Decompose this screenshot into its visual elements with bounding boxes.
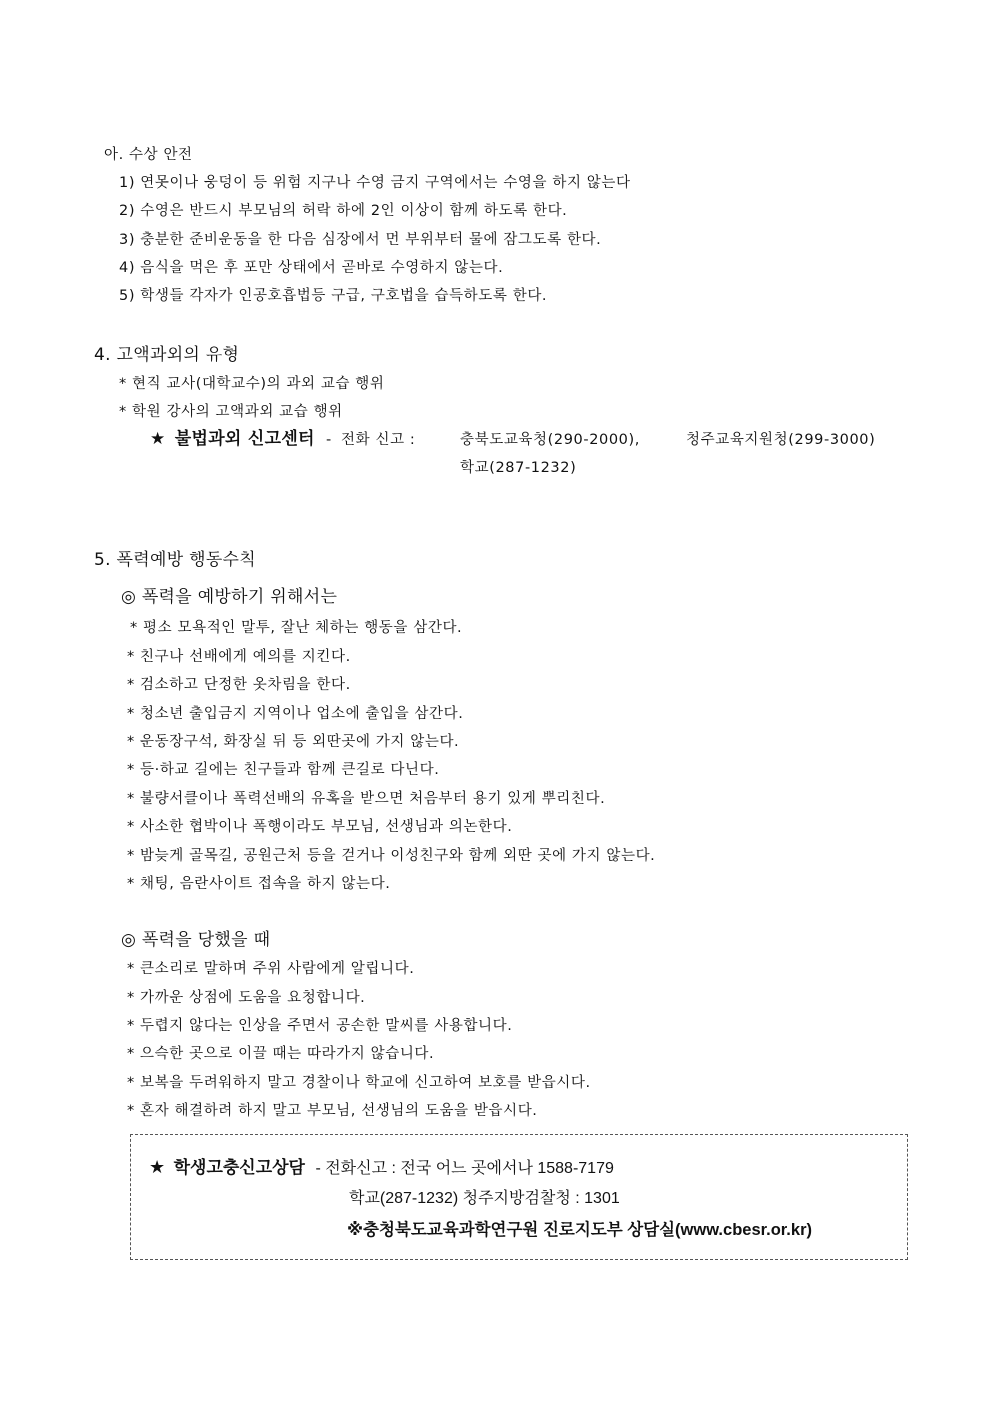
report-box-footer: ※충청북도교육과학연구원 진로지도부 상담실(www.cbesr.or.kr) <box>347 1221 812 1239</box>
report-center-phone-label: 전화 신고 : <box>341 432 416 448</box>
report-center-office3: 학교(287-1232) <box>460 460 577 476</box>
list-item: * 친구나 선배에게 예의를 지킨다. <box>127 649 351 665</box>
list-item: * 채팅, 음란사이트 접속을 하지 않는다. <box>127 876 391 892</box>
list-item: * 학원 강사의 고액과외 교습 행위 <box>119 404 343 420</box>
water-safety-heading: 아. 수상 안전 <box>104 147 193 163</box>
list-item: 4) 음식을 먹은 후 포만 상태에서 곧바로 수영하지 않는다. <box>119 260 504 276</box>
list-item: * 밤늦게 골목길, 공원근처 등을 걷거나 이성친구와 함께 외딴 곳에 가지 않는다. <box>127 848 656 864</box>
section4-heading: 4. 고액과외의 유형 <box>94 345 240 365</box>
report-center-office1: 충북도교육청(290-2000), <box>460 432 640 448</box>
list-item: * 등·하교 길에는 친구들과 함께 큰길로 다닌다. <box>127 762 440 778</box>
report-box-phone: - 전화신고 : 전국 어느 곳에서나 1588-7179 <box>315 1160 614 1177</box>
star-icon: ★ <box>149 1157 166 1177</box>
list-item: * 청소년 출입금지 지역이나 업소에 출입을 삼간다. <box>127 706 464 722</box>
report-box-line1 <box>149 1156 614 1180</box>
section5-heading: 5. 폭력예방 행동수칙 <box>94 550 257 570</box>
list-item: 5) 학생들 각자가 인공호흡법등 구급, 구호법을 습득하도록 한다. <box>119 288 548 304</box>
list-item: * 혼자 해결하려 하지 말고 부모님, 선생님의 도움을 받읍시다. <box>127 1103 538 1119</box>
report-box-title: 학생고충신고상담 <box>173 1158 305 1177</box>
list-item: 1) 연못이나 웅덩이 등 위험 지구나 수영 금지 구역에서는 수영을 하지 않는다 <box>119 175 631 191</box>
star-icon: ★ <box>150 429 166 449</box>
list-item: * 두렵지 않다는 인상을 주면서 공손한 말씨를 사용합니다. <box>127 1018 513 1034</box>
list-item: 2) 수영은 반드시 부모님의 허락 하에 2인 이상이 함께 하도록 한다. <box>119 203 568 219</box>
list-item: * 불량서클이나 폭력선배의 유혹을 받으면 처음부터 용기 있게 뿌리친다. <box>127 791 606 807</box>
report-center-office2: 청주교육지원청(299-3000) <box>686 432 876 448</box>
victim-title: ◎ 폭력을 당했을 때 <box>121 930 271 950</box>
list-item: * 운동장구석, 화장실 뒤 등 외딴곳에 가지 않는다. <box>127 734 460 750</box>
report-center-dash: - <box>325 432 332 448</box>
list-item: * 으슥한 곳으로 이끌 때는 따라가지 않습니다. <box>127 1046 435 1062</box>
report-box-school: 학교(287-1232) 청주지방검찰청 : 1301 <box>349 1190 620 1207</box>
list-item: * 현직 교사(대학교수)의 과외 교습 행위 <box>119 376 385 392</box>
list-item: * 보복을 두려워하지 말고 경찰이나 학교에 신고하여 보호를 받읍시다. <box>127 1075 591 1091</box>
list-item: * 가까운 상점에 도움을 요청합니다. <box>127 990 366 1006</box>
list-item: * 검소하고 단정한 옷차림을 한다. <box>127 677 351 693</box>
list-item: * 평소 모욕적인 말투, 잘난 체하는 행동을 삼간다. <box>130 620 463 636</box>
prevent-title: ◎ 폭력을 예방하기 위해서는 <box>121 587 338 607</box>
list-item: 3) 충분한 준비운동을 한 다음 심장에서 먼 부위부터 물에 잠그도록 한다. <box>119 232 602 248</box>
list-item: * 사소한 협박이나 폭행이라도 부모님, 선생님과 의논한다. <box>127 819 513 835</box>
report-center-line <box>150 429 415 450</box>
report-center-title: 불법과외 신고센터 <box>174 429 315 449</box>
list-item: * 큰소리로 말하며 주위 사람에게 알립니다. <box>127 961 415 977</box>
